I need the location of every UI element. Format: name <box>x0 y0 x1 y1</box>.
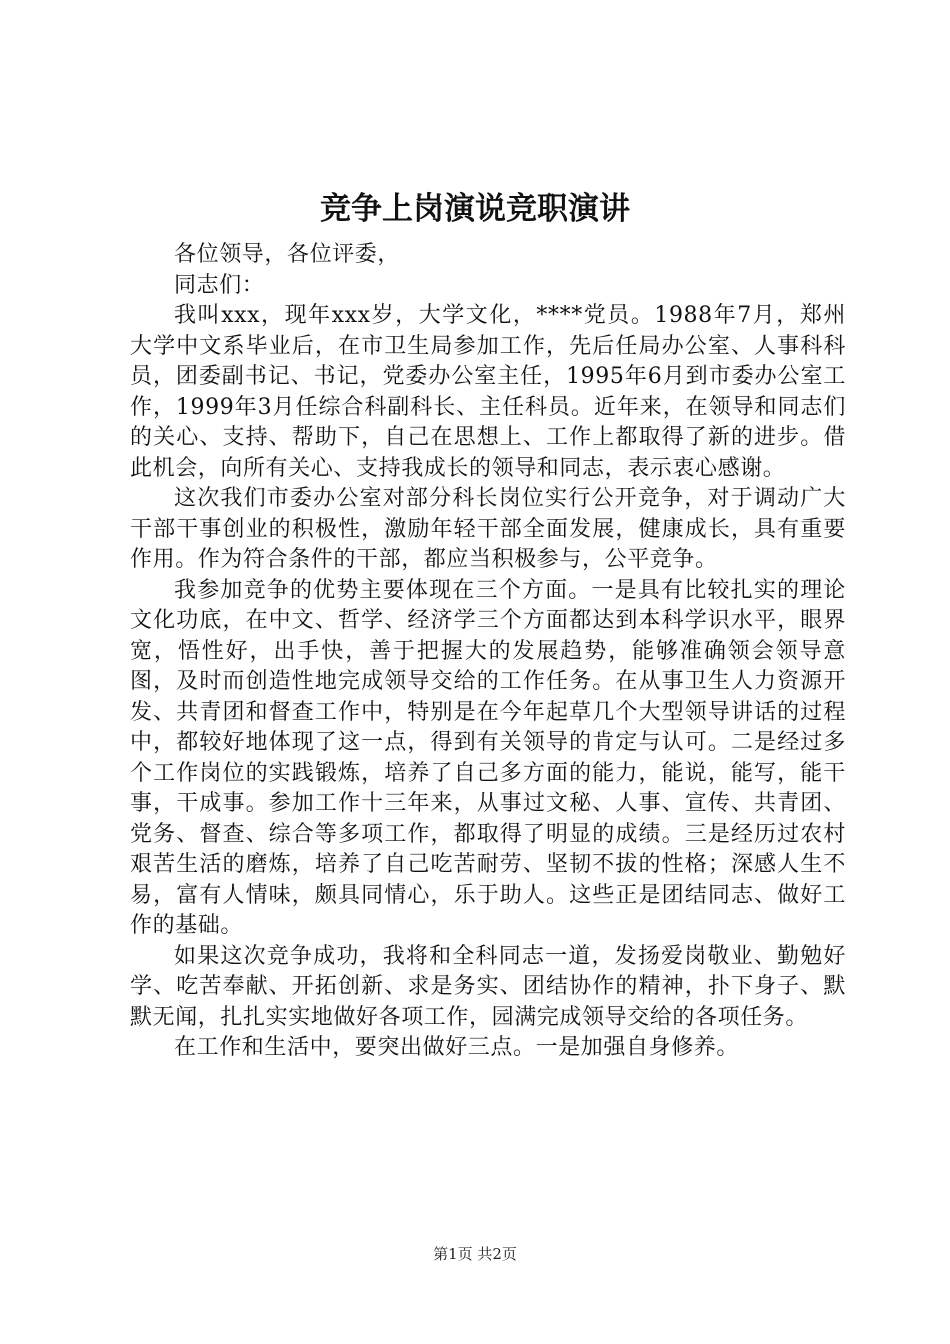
salutation-line-2: 同志们： <box>174 272 265 298</box>
document-title: 竞争上岗演说竞职演讲 <box>320 191 630 227</box>
paragraph-focus: 在工作和生活中，要突出做好三点。一是加强自身修养。 <box>174 1035 740 1060</box>
paragraph-commitment: 如果这次竞争成功，我将和全科同志一道，发扬爱岗敬业、勤勉好学、吃苦奉献、开拓创新、求是务实、团结协作的精神，扑下身子、默默无闻，扎扎实实地做好各项工作，园满完成领导交给的各项任务。 <box>130 943 846 1030</box>
paragraph-background: 这次我们市委办公室对部分科长岗位实行公开竞争，对于调动广大干部干事创业的积极性，激励年轻干部全面发展，健康成长，具有重要作用。作为符合条件的干部，都应当积极参与，公平竞争。 <box>130 486 846 572</box>
document-body <box>130 240 846 1064</box>
paragraph-intro: 我叫xxx，现年xxx岁，大学文化，****党员。1988年7月，郑州大学中文系毕业后，在市卫生局参加工作，先后任局办公室、人事科科员，团委副书记、书记，党委办公室主任，1995年6月到市委办公室工作，1999年3月任综合科副科长、主任科员。近年来，在领导和同志们的关心、支持、帮助下，自己在思想上、工作上都取得了新的进步。借此机会，向所有关心、支持我成长的领导和同志，表示衷心感谢。 <box>130 303 846 481</box>
paragraph-advantages: 我参加竞争的优势主要体现在三个方面。一是具有比较扎实的理论文化功底，在中文、哲学、经济学三个方面都达到本科学识水平，眼界宽，悟性好，出手快，善于把握大的发展趋势，能够准确领会领导意图，及时而创造性地完成领导交给的工作任务。在从事卫生人力资源开发、共青团和督查工作中，特别是在今年起草几个大型领导讲话的过程中，都较好地体现了这一点，得到有关领导的肯定与认可。二是经过多个工作岗位的实践锻炼，培养了自己多方面的能力，能说，能写，能干事，干成事。参加工作十三年来，从事过文秘、人事、宣传、共青团、党务、督查、综合等多项工作，都取得了明显的成绩。三是经历过农村艰苦生活的磨炼，培养了自己吃苦耐劳、坚韧不拔的性格；深感人生不易，富有人情味，颇具同情心，乐于助人。这些正是团结同志、做好工作的基础。 <box>130 577 846 938</box>
page-number: 第1页 共2页 <box>433 1245 517 1263</box>
salutation-line-1: 各位领导，各位评委， <box>174 242 401 267</box>
